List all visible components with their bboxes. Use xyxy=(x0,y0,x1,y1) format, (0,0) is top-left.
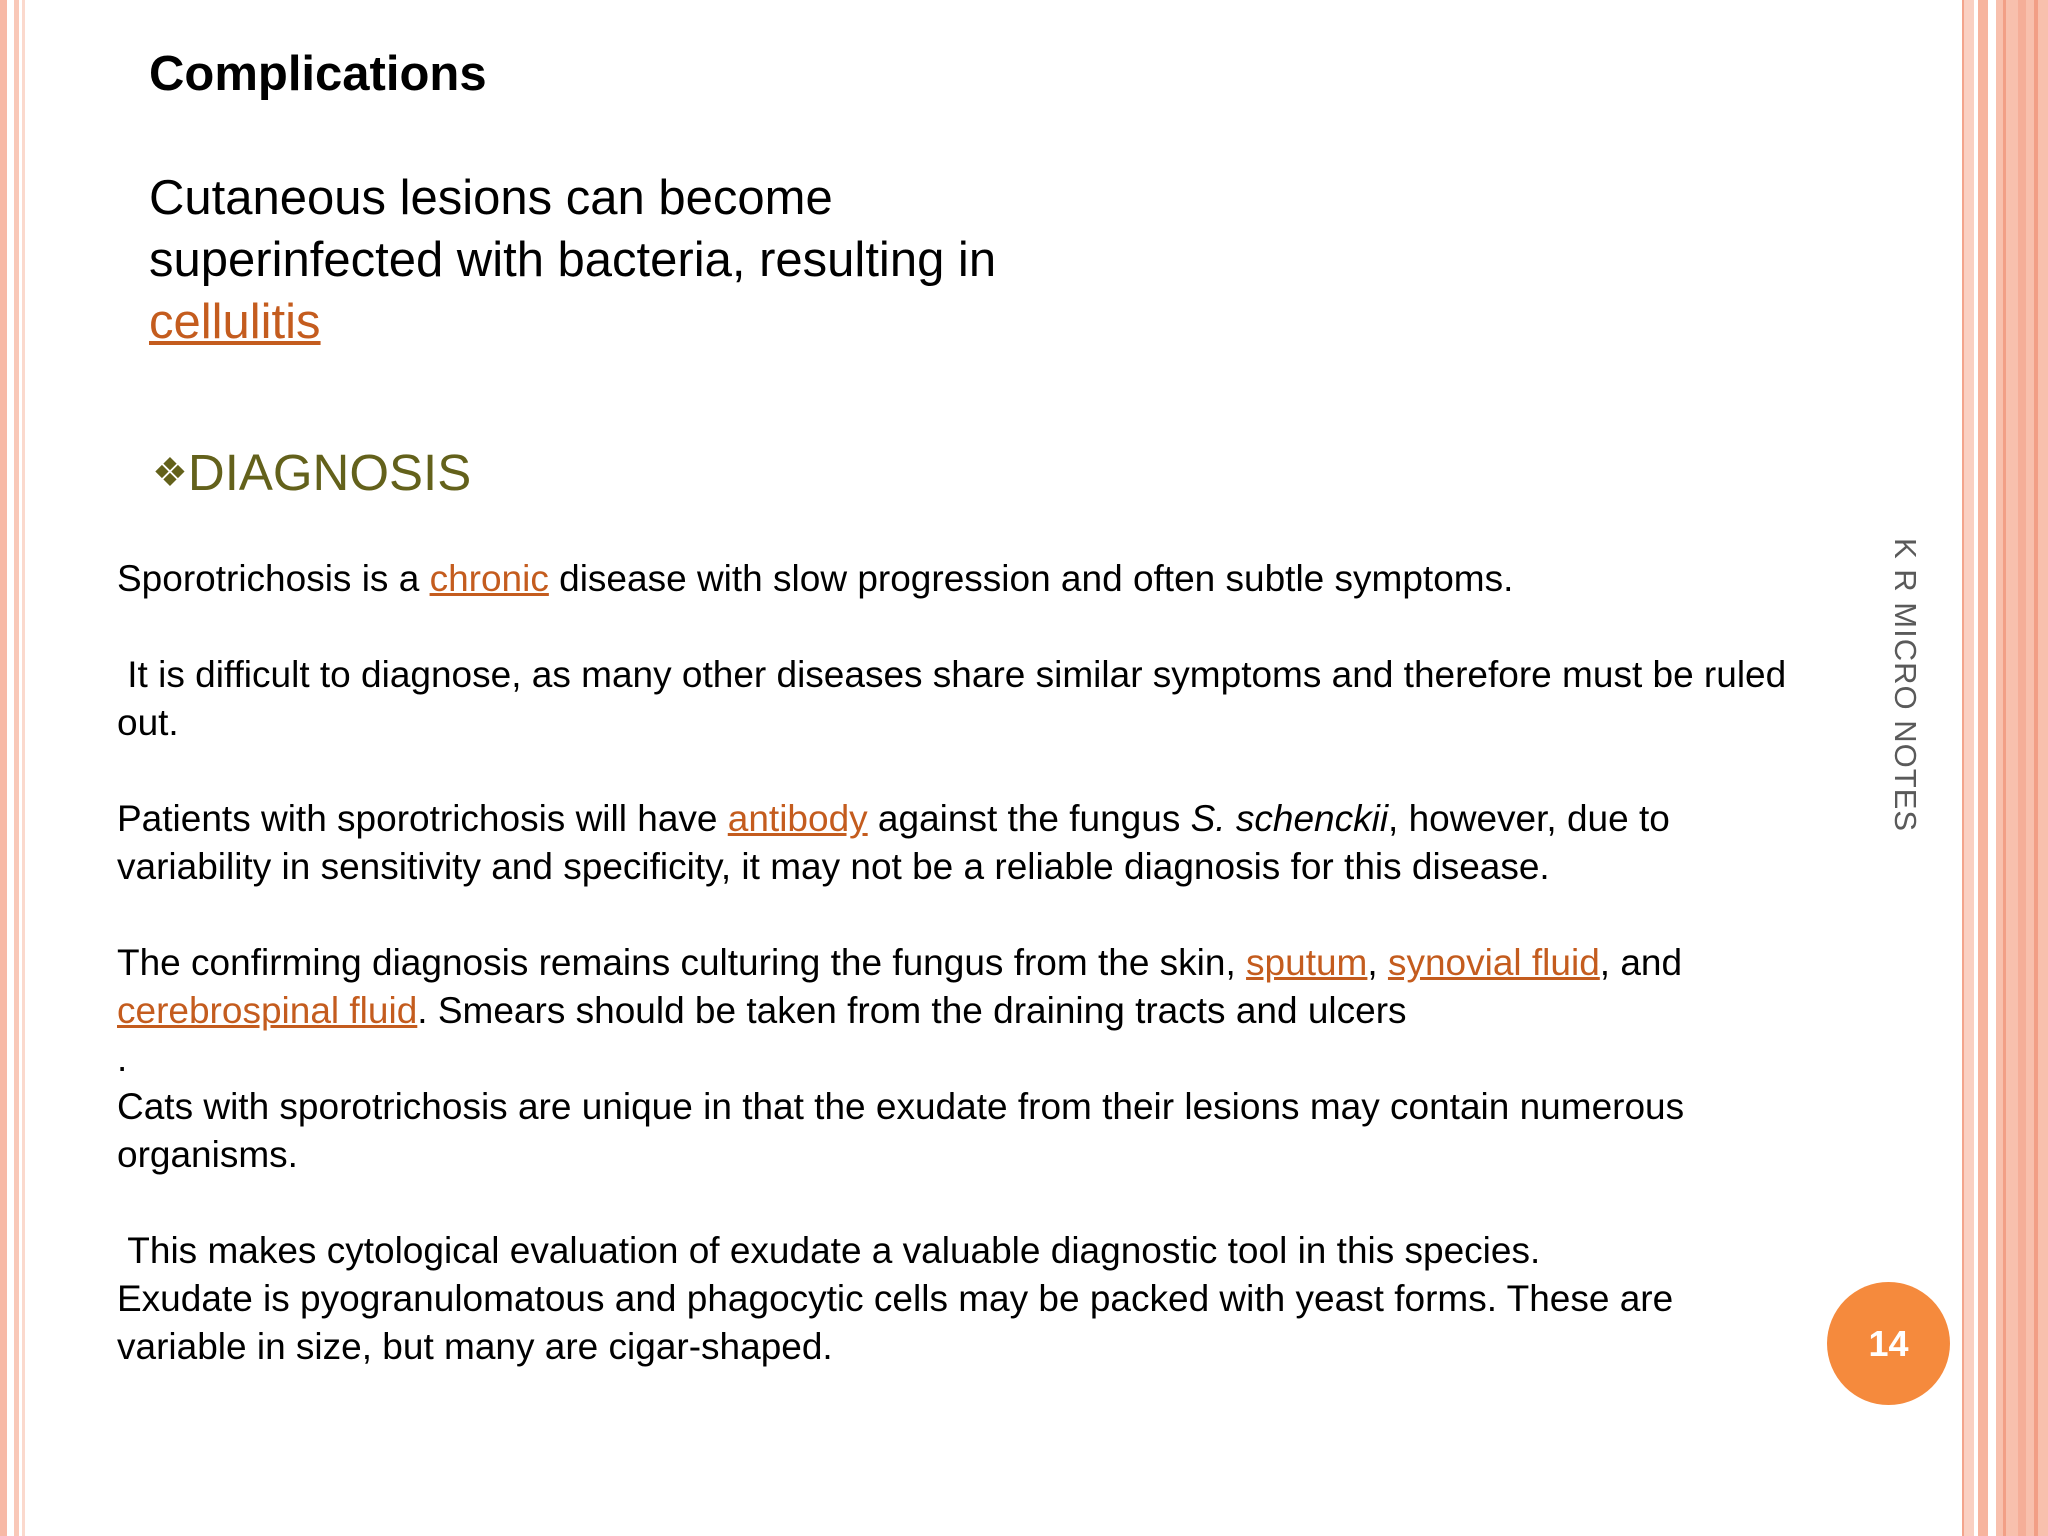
left-border-stripe xyxy=(22,0,25,1536)
synovial-fluid-link[interactable]: synovial fluid xyxy=(1387,942,1600,983)
left-border-stripe xyxy=(14,0,19,1536)
paragraph-gap xyxy=(117,891,1797,939)
diagnosis-body xyxy=(117,555,1797,1371)
paragraph-text: , however, due to variability in sensitivity and specificity, it may not be a reliable diagnosis for this disease. xyxy=(117,798,1670,887)
cellulitis-link[interactable]: cellulitis xyxy=(149,295,321,349)
paragraph xyxy=(117,795,1797,891)
chronic-link[interactable]: chronic xyxy=(429,558,549,599)
right-border-stripe xyxy=(1978,0,1988,1536)
paragraph-gap xyxy=(117,747,1797,795)
intro-text: Cutaneous lesions can become superinfected with bacteria, resulting in xyxy=(149,171,997,287)
page-number-badge: 14 xyxy=(1827,1282,1950,1405)
sputum-link[interactable]: sputum xyxy=(1246,942,1368,983)
complications-text xyxy=(149,167,1049,353)
paragraph-gap xyxy=(117,603,1797,651)
paragraph: This makes cytological evaluation of exudate a valuable diagnostic tool in this species. xyxy=(117,1230,1541,1271)
paragraph-text: Patients with sporotrichosis will have xyxy=(117,798,728,839)
paragraph-text: . Smears should be taken from the draining tracts and ulcers xyxy=(417,990,1407,1031)
right-border-stripe xyxy=(2003,0,2006,1536)
antibody-link[interactable]: antibody xyxy=(727,798,868,839)
paragraph-text: disease with slow progression and often subtle symptoms. xyxy=(548,558,1514,599)
paragraph-text: , xyxy=(1367,942,1388,983)
paragraph: It is difficult to diagnose, as many other diseases share similar symptoms and therefore must be ruled out. xyxy=(117,654,1797,743)
side-label: K R MICRO NOTES xyxy=(1888,538,1923,833)
diamond-bullet-icon: ❖ xyxy=(152,451,188,495)
paragraph-text: The confirming diagnosis remains culturing the fungus from the skin, xyxy=(117,942,1247,983)
paragraph: Exudate is pyogranulomatous and phagocytic cells may be packed with yeast forms. These are variable in size, but many are cigar-shaped. xyxy=(117,1278,1674,1367)
paragraph-dot: . xyxy=(117,1038,128,1079)
right-border-stripe xyxy=(2018,0,2026,1536)
paragraph-text: against the fungus xyxy=(867,798,1191,839)
paragraph: Cats with sporotrichosis are unique in that the exudate from their lesions may contain numerous organisms. xyxy=(117,1086,1685,1175)
slide-heading: Complications xyxy=(149,47,487,101)
paragraph xyxy=(117,555,1797,603)
right-border-stripe xyxy=(2034,0,2038,1536)
right-border-stripe xyxy=(1964,0,1974,1536)
paragraph-text: , and xyxy=(1599,942,1683,983)
left-border-stripe xyxy=(0,0,7,1536)
paragraph-text: Sporotrichosis is a xyxy=(117,558,430,599)
section-title xyxy=(152,443,471,503)
species-name: S. schenckii xyxy=(1190,798,1389,839)
paragraph-gap xyxy=(117,1179,1797,1227)
section-title-text: DIAGNOSIS xyxy=(187,444,472,501)
cerebrospinal-fluid-link[interactable]: cerebrospinal fluid xyxy=(117,990,418,1031)
paragraph xyxy=(117,939,1797,1035)
